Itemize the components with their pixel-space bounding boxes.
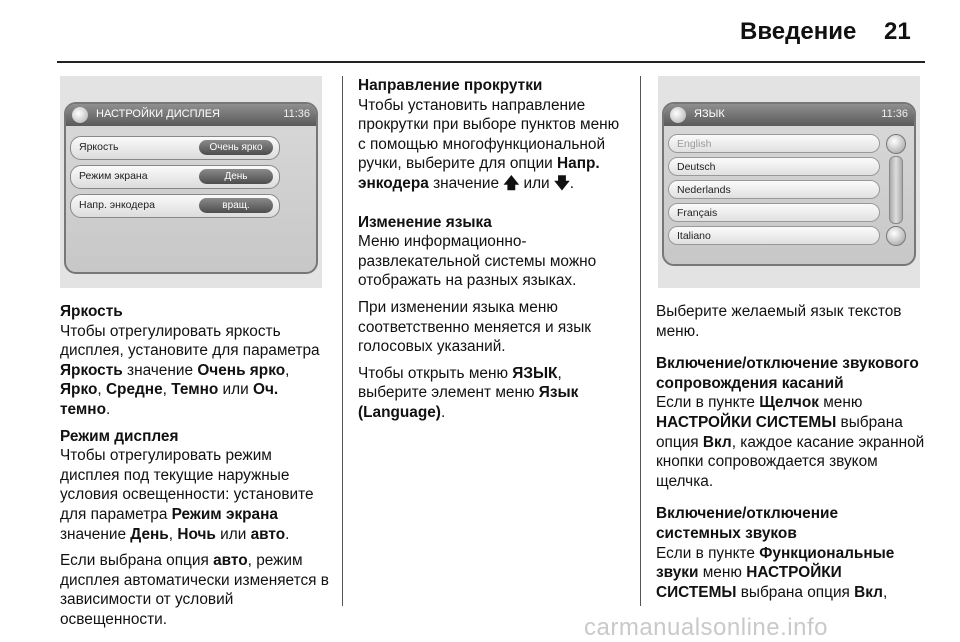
paragraph-language-2 [358,298,628,357]
brightness-value: Очень ярко [199,140,273,155]
language-item: Deutsch [668,157,880,176]
paragraph-language-3 [358,364,628,423]
watermark: carmanualsonline.info [584,614,828,641]
bold-term: Ярко [60,381,98,399]
scroll-up-icon [886,134,906,154]
heading-brightness: Яркость [60,303,123,320]
bold-term: Режим экрана [171,505,278,523]
text-run: значение [122,361,198,379]
column-3 [656,302,926,609]
paragraph-language-1 [358,232,628,291]
column-divider-1 [342,76,343,606]
text-run: выбрана опция [736,583,855,601]
text-run: Если в пункте [656,394,760,412]
bold-term: Темно [171,381,219,399]
brightness-row [70,136,280,160]
heading-change-language: Изменение языка [358,213,492,231]
text-run: выбрана опция [656,413,903,451]
text-run: , выберите элемент меню [358,364,562,402]
text-run: Меню информационно-развлекательной системы можно отображать на разных языках. [358,233,597,290]
screen-title: НАСТРОЙКИ ДИСПЛЕЯ [96,108,220,120]
text-run: , [97,381,106,399]
text-run: , [162,381,172,399]
bold-term: Оч. темно [60,381,279,418]
bold-term: НАСТРОЙКИ СИСТЕМЫ [656,413,837,431]
language-item: Nederlands [668,180,880,199]
bold-term: авто [250,525,286,543]
text-run: При изменении языка меню соответственно меняется и язык голосовых указаний. [358,298,592,356]
heading-scroll-direction: Направление прокрутки [358,77,543,94]
home-icon [72,107,88,123]
bold-term: Средне [105,381,163,399]
column-divider-2 [640,76,641,606]
column-2 [358,76,628,430]
language-figure [658,76,920,288]
page-number: 21 [884,18,911,45]
text-run: или [519,174,554,192]
paragraph-auto-mode [60,551,330,629]
chapter-title: Введение [740,18,857,45]
home-icon [670,107,686,123]
screen-clock: 11:36 [881,108,908,120]
screen-title: ЯЗЫК [694,108,725,120]
bold-term: Вкл [854,583,883,601]
paragraph-display-mode [60,446,330,544]
paragraph-touch-sounds [656,393,926,491]
encoder-direction-row [70,194,280,218]
bold-term: Щелчок [759,394,819,412]
text-run: Чтобы отрегулировать режим дисплея под текущие наружные условия освещенности: установите для параметра [60,447,314,523]
text-run: . [569,174,575,192]
heading-system-sounds: Включение/отключение системных звуков [656,505,839,542]
text-run: меню [818,394,863,412]
display-settings-screen [64,102,318,274]
screen-mode-row [70,165,280,189]
language-screen [662,102,916,266]
language-item: Italiano [668,226,880,245]
text-run: , [285,361,290,379]
bold-term: Вкл [702,433,732,451]
text-run: меню [698,564,747,582]
column-1 [60,302,330,637]
text-run: Если выбрана опция [60,552,214,570]
bold-term: Язык (Language) [358,384,579,421]
language-item: English [668,134,880,153]
header-rule [57,61,925,63]
text-run: . [440,403,446,421]
encoder-direction-label: Напр. энкодера [79,199,155,211]
screen-clock: 11:36 [283,108,310,120]
text-run: , [168,525,178,543]
bold-term: ЯЗЫК [512,364,558,382]
text-run: значение [428,174,504,192]
text-run: , [882,583,888,601]
text-run: Чтобы отрегулировать яркость дисплея, установите для параметра [60,322,320,360]
text-run: Если в пункте [656,544,760,562]
text-run: , каждое касание экранной кнопки сопровождается звуком щелчка. [656,433,925,490]
brightness-label: Яркость [79,141,119,153]
text-run: значение [60,525,131,543]
screen-mode-label: Режим экрана [79,170,148,182]
bold-term: НАСТРОЙКИ СИСТЕМЫ [656,564,842,601]
bold-term: Напр. энкодера [358,155,600,192]
text-run: или [215,525,251,543]
bold-term: авто [213,552,248,570]
text-run: Выберите желаемый язык текстов меню. [656,303,902,340]
heading-display-mode: Режим дисплея [60,427,179,445]
text-run: . [285,525,290,543]
encoder-direction-value: вращ. [199,198,273,213]
paragraph-scroll-direction [358,96,628,194]
text-run: . [105,400,111,418]
scrollbar-track [889,156,903,224]
text-run: Чтобы открыть меню [358,364,513,382]
heading-touch-sounds: Включение/отключение звукового сопровождения касаний [656,355,919,392]
screen-mode-value: День [199,169,273,184]
scroll-down-icon [886,226,906,246]
display-settings-figure [60,76,322,288]
bold-term: Функциональные звуки [656,544,895,582]
screen-title-bar [664,104,914,126]
paragraph-select-language [656,302,926,341]
paragraph-system-sounds [656,544,926,603]
bold-term: 🡇 [553,174,570,192]
bold-term: Очень ярко [197,361,286,379]
text-run: , режим дисплея автоматически изменяется в зависимости от условий освещенности. [60,552,329,628]
language-item: Français [668,203,880,222]
bold-term: 🡅 [503,174,520,192]
paragraph-brightness [60,322,330,420]
text-run: или [218,381,254,399]
bold-term: Яркость [60,361,123,379]
bold-term: Ночь [177,525,216,543]
screen-title-bar [66,104,316,126]
text-run: Чтобы установить направление прокрутки при выборе пунктов меню с помощью многофункциональной ручки, выберите для опции [358,96,620,173]
bold-term: День [130,525,169,543]
